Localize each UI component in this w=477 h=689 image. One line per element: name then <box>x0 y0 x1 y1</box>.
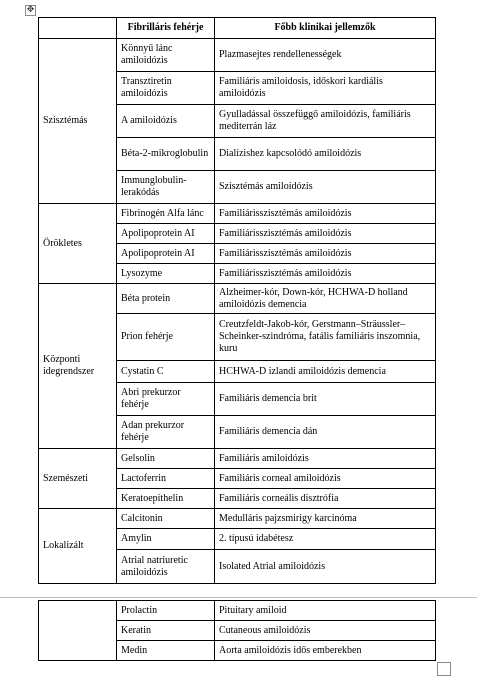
protein-cell[interactable]: Prion fehérje <box>117 314 215 361</box>
category-cell: Szemészeti <box>39 449 117 509</box>
protein-cell[interactable]: Béta-2-mikroglobulin <box>117 138 215 171</box>
table-row <box>39 449 436 469</box>
table-move-handle-icon[interactable]: ✥ <box>26 5 35 15</box>
header-cell-features: Főbb klinikai jellemzők <box>215 18 436 39</box>
features-cell[interactable]: Familiáris demencia brit <box>215 383 436 416</box>
features-cell[interactable]: Gyulladással összefüggő amiloidózis, familiáris mediterrán láz <box>215 105 436 138</box>
protein-cell[interactable]: Atrial natriuretic amiloidózis <box>117 550 215 584</box>
features-cell[interactable]: 2. típusú idabétesz <box>215 529 436 550</box>
features-cell[interactable]: Familiárisszisztémás amiloidózis <box>215 204 436 224</box>
features-cell[interactable]: Cutaneous amiloidózis <box>215 621 436 641</box>
category-cell-empty <box>39 601 117 661</box>
category-cell: Központi idegrendszer <box>39 284 117 449</box>
table-row <box>39 204 436 224</box>
amyloid-table-continuation <box>38 600 436 661</box>
protein-cell[interactable]: Apolipoprotein AI <box>117 244 215 264</box>
header-cell-protein: Fibrilláris fehérje <box>117 18 215 39</box>
features-cell[interactable]: Medulláris pajzsmirigy karcinóma <box>215 509 436 529</box>
category-cell: Örökletes <box>39 204 117 284</box>
protein-cell[interactable]: Könnyű lánc amiloidózis <box>117 39 215 72</box>
features-cell[interactable]: HCHWA-D izlandi amiloidózis demencia <box>215 361 436 383</box>
amyloid-table <box>38 17 436 584</box>
protein-cell[interactable]: Immunglobulin-lerakódás <box>117 171 215 204</box>
page-break-divider <box>0 597 477 598</box>
protein-cell[interactable]: Lysozyme <box>117 264 215 284</box>
protein-cell[interactable]: Abri prekurzor fehérje <box>117 383 215 416</box>
protein-cell[interactable]: Béta protein <box>117 284 215 314</box>
protein-cell[interactable]: Keratoepithelin <box>117 489 215 509</box>
protein-cell[interactable]: Fibrinogén Alfa lánc <box>117 204 215 224</box>
features-cell[interactable]: Familiáris corneális disztrófia <box>215 489 436 509</box>
header-cell-category <box>39 18 117 39</box>
protein-cell[interactable]: Cystatin C <box>117 361 215 383</box>
protein-cell[interactable]: Lactoferrin <box>117 469 215 489</box>
protein-cell[interactable]: Prolactin <box>117 601 215 621</box>
features-cell[interactable]: Alzheimer-kór, Down-kór, HCHWA-D holland amiloidózis demencia <box>215 284 436 314</box>
protein-cell[interactable]: Keratin <box>117 621 215 641</box>
table-row <box>39 39 436 72</box>
table-row <box>39 509 436 529</box>
features-cell[interactable]: Pituitary amiloid <box>215 601 436 621</box>
features-cell[interactable]: Familiáris amiloidózis <box>215 449 436 469</box>
protein-cell[interactable]: A amiloidózis <box>117 105 215 138</box>
category-cell: Lokalizált <box>39 509 117 584</box>
features-cell[interactable]: Isolated Atrial amiloidózis <box>215 550 436 584</box>
features-cell[interactable]: Familiáris corneal amiloidózis <box>215 469 436 489</box>
table-row <box>39 284 436 314</box>
protein-cell[interactable]: Adan prekurzor fehérje <box>117 416 215 449</box>
features-cell[interactable]: Familiárisszisztémás amiloidózis <box>215 264 436 284</box>
features-cell[interactable]: Aorta amiloidózis idős emberekben <box>215 641 436 661</box>
table-end-marker-icon[interactable] <box>437 662 451 676</box>
table-row <box>39 601 436 621</box>
protein-cell[interactable]: Apolipoprotein AI <box>117 224 215 244</box>
protein-cell[interactable]: Gelsolin <box>117 449 215 469</box>
protein-cell[interactable]: Amylin <box>117 529 215 550</box>
features-cell[interactable]: Familiárisszisztémás amiloidózis <box>215 244 436 264</box>
category-cell: Szisztémás <box>39 39 117 204</box>
protein-cell[interactable]: Calcitonin <box>117 509 215 529</box>
features-cell[interactable]: Szisztémás amiloidózis <box>215 171 436 204</box>
features-cell[interactable]: Familiáris demencia dán <box>215 416 436 449</box>
features-cell[interactable]: Creutzfeldt-Jakob-kór, Gerstmann–Sträussler–Scheinker-szindróma, fatális familiáris inszomnia, kuru <box>215 314 436 361</box>
header-row <box>39 18 436 39</box>
features-cell[interactable]: Familiárisszisztémás amiloidózis <box>215 224 436 244</box>
protein-cell[interactable]: Medin <box>117 641 215 661</box>
protein-cell[interactable]: Transztiretin amiloidózis <box>117 72 215 105</box>
features-cell[interactable]: Familiáris amiloidosis, időskori kardiális amiloidózis <box>215 72 436 105</box>
features-cell[interactable]: Dialízishez kapcsolódó amiloidózis <box>215 138 436 171</box>
features-cell[interactable]: Plazmasejtes rendellenességek <box>215 39 436 72</box>
